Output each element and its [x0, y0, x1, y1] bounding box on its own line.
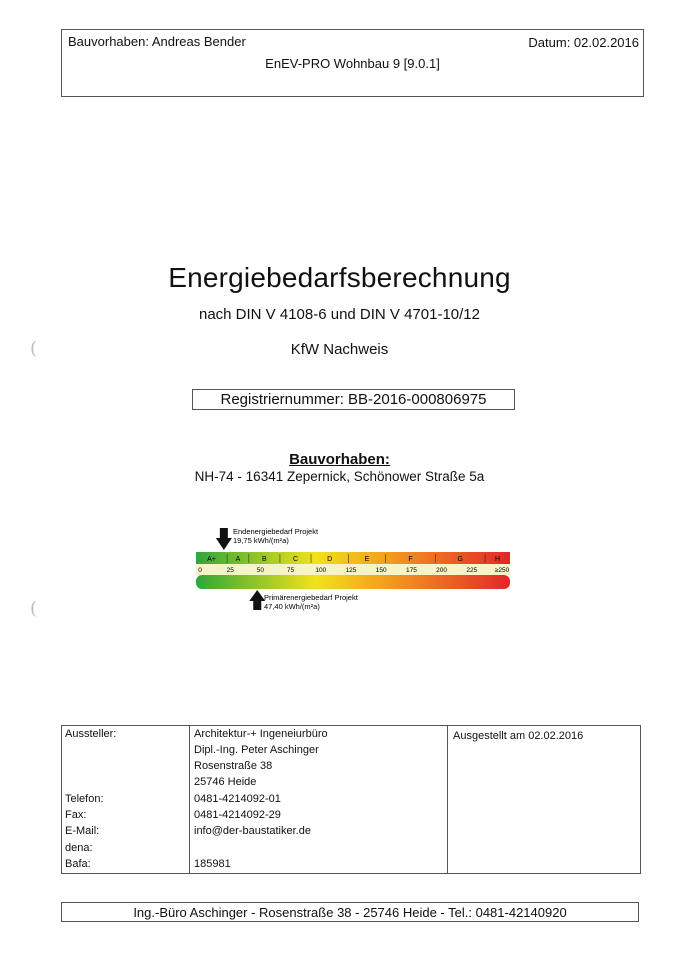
energy-class-label: C	[292, 556, 299, 563]
issuer-name-line: 25746 Heide	[194, 776, 257, 788]
tick-label: 225	[466, 567, 478, 574]
label-bafa: Bafa:	[65, 858, 91, 870]
document-header	[61, 29, 644, 97]
label-email: E-Mail:	[65, 825, 100, 837]
table-divider	[189, 726, 190, 873]
primary-energy-arrow-icon	[249, 590, 265, 610]
scan-mark: (	[30, 598, 38, 619]
issued-date: Ausgestellt am 02.02.2016	[453, 730, 584, 742]
tick-label: 0	[198, 567, 202, 574]
energy-class-label: E	[364, 556, 370, 563]
issuer-name-line: Architektur-+ Ingeneiurbüro	[194, 728, 328, 740]
tick-label: ≥250	[494, 567, 510, 574]
energy-class-label: D	[327, 556, 333, 563]
energy-class-label: F	[408, 556, 413, 563]
energy-class-label: A+	[207, 556, 216, 563]
energy-scale	[196, 524, 516, 614]
gradient-band	[196, 575, 510, 589]
page-title: Energiebedarfsberechnung	[168, 262, 511, 293]
energy-class-label: B	[262, 556, 267, 563]
header-software: EnEV-PRO Wohnbau 9 [9.0.1]	[265, 56, 440, 71]
end-energy-arrow-icon	[216, 528, 232, 550]
project-heading: Bauvorhaben:	[289, 451, 390, 468]
tick-label: 50	[256, 567, 265, 574]
tick-label: 125	[345, 567, 357, 574]
scan-mark: (	[30, 338, 38, 359]
tick-label: 175	[405, 567, 417, 574]
energy-class-label: A	[235, 556, 241, 563]
tick-label: 200	[436, 567, 448, 574]
header-date: Datum: 02.02.2016	[528, 35, 639, 50]
kfw-label: KfW Nachweis	[290, 341, 389, 358]
header-project: Bauvorhaben: Andreas Bender	[68, 34, 246, 49]
label-fax: Fax:	[65, 809, 87, 821]
tick-label: 75	[286, 567, 295, 574]
energy-class-label: H	[495, 556, 501, 563]
tick-label: 100	[315, 567, 327, 574]
registration-number: Registriernummer: BB-2016-000806975	[192, 389, 515, 410]
tick-label: 25	[226, 567, 234, 574]
issuer-email: info@der-baustatiker.de	[194, 825, 311, 837]
issuer-phone: 0481-4214092-01	[194, 793, 281, 805]
end-energy-label: Endenergiebedarf Projekt	[233, 527, 319, 536]
end-energy-value: 19,75 kWh/(m²a)	[233, 536, 289, 545]
label-dena: dena:	[65, 842, 93, 854]
table-divider	[447, 726, 448, 873]
project-address: NH-74 - 16341 Zepernick, Schönower Straße 5a	[194, 469, 485, 484]
energy-class-label: G	[457, 556, 463, 563]
primary-energy-value: 47,40 kWh/(m²a)	[264, 602, 320, 611]
issuer-name-line: Dipl.-Ing. Peter Aschinger	[194, 744, 319, 756]
issuer-table	[61, 725, 641, 874]
tick-label: 150	[375, 567, 387, 574]
page-subtitle: nach DIN V 4108-6 und DIN V 4701-10/12	[198, 306, 480, 323]
label-phone: Telefon:	[65, 793, 104, 805]
issuer-fax: 0481-4214092-29	[194, 809, 281, 821]
issuer-name-line: Rosenstraße 38	[194, 760, 273, 772]
primary-energy-label: Primärenergiebedarf Projekt	[264, 593, 358, 602]
energy-scale-graphic	[196, 524, 516, 614]
page-footer: Ing.-Büro Aschinger - Rosenstraße 38 - 25746 Heide - Tel.: 0481-42140920	[61, 902, 639, 922]
label-issuer: Aussteller:	[65, 728, 117, 740]
issuer-bafa: 185981	[194, 858, 231, 870]
